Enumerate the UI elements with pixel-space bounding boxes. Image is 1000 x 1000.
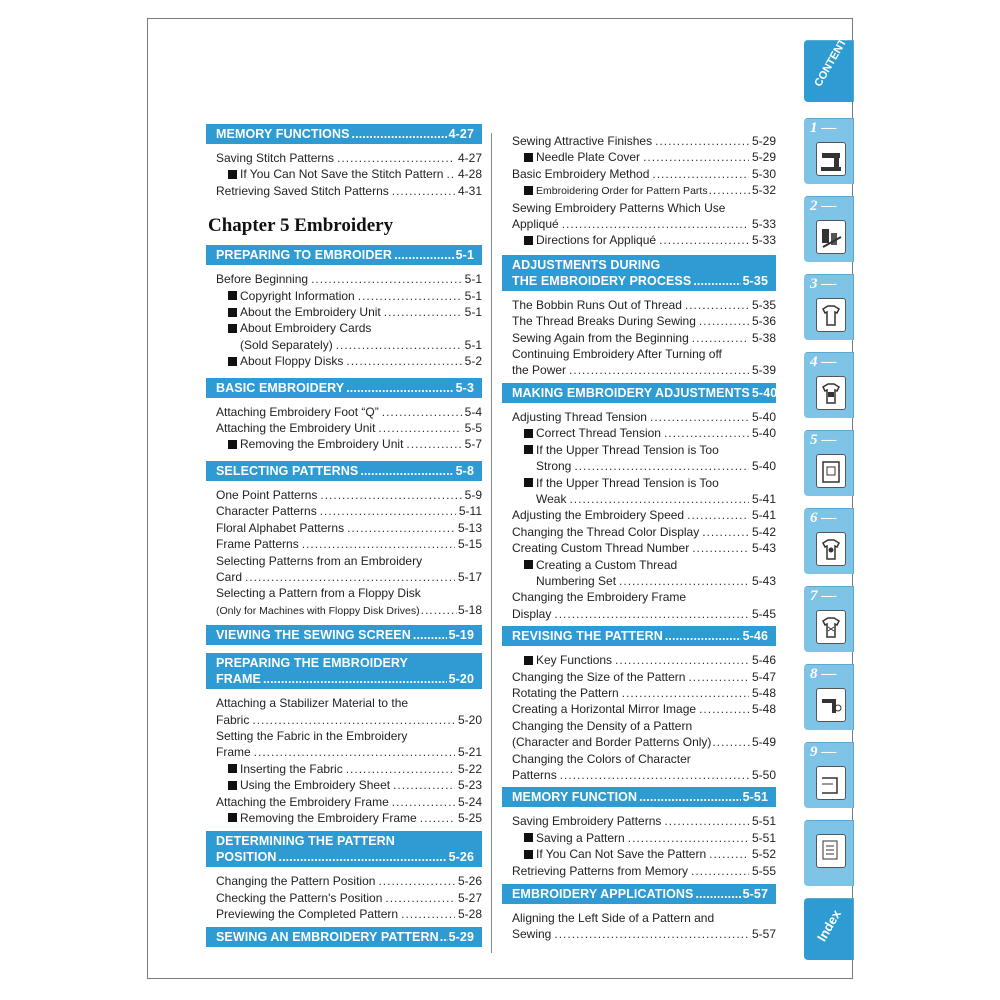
toc-entry[interactable]: Using the Embroidery Sheet ..... 5-23 xyxy=(206,777,482,793)
toc-entry[interactable]: Continuing Embroidery After Turning off xyxy=(512,347,722,362)
square-bullet-icon xyxy=(524,850,533,859)
thread-spools-icon xyxy=(816,220,846,254)
section-header-making-adjustments[interactable]: MAKING EMBROIDERY ADJUSTMENTS 5-40 xyxy=(502,383,776,403)
machine-parts-icon xyxy=(816,688,846,722)
toc-entry-continued[interactable]: the Power ..... 5-39 xyxy=(502,362,776,378)
tab-number: 2 — xyxy=(810,198,836,215)
shirt-icon xyxy=(816,298,846,332)
embroidered-shirt-icon xyxy=(816,532,846,566)
section-header-adjustments-during[interactable]: ADJUSTMENTS DURING THE EMBROIDERY PROCESS ..... 5-35 xyxy=(502,255,776,291)
toc-entry-continued[interactable]: Display ..... 5-45 xyxy=(502,606,776,622)
toc-entry[interactable]: Aligning the Left Side of a Pattern and xyxy=(512,911,715,926)
tab-chapter-5[interactable] xyxy=(804,430,854,496)
tab-chapter-2[interactable] xyxy=(804,196,854,262)
toc-entry[interactable]: Creating a Custom Thread xyxy=(502,557,776,573)
card-icon xyxy=(816,454,846,488)
toc-entry[interactable]: One Point Patterns ..... 5-9 xyxy=(206,487,482,503)
tab-number: 9 — xyxy=(810,744,836,761)
square-bullet-icon xyxy=(228,170,237,179)
chapter-title: Chapter 5 Embroidery xyxy=(208,215,394,237)
square-bullet-icon xyxy=(228,813,237,822)
tab-index[interactable] xyxy=(804,898,854,960)
toc-entry[interactable]: Inserting the Fabric ..... 5-22 xyxy=(206,761,482,777)
toc-entry[interactable]: If You Can Not Save the Stitch Pattern ..... 4-28 xyxy=(206,166,482,182)
section-header-selecting[interactable]: SELECTING PATTERNS ..... 5-8 xyxy=(206,461,482,481)
toc-entry[interactable]: Attaching Embroidery Foot “Q” ..... 5-4 xyxy=(206,404,482,420)
section-header-memory-function[interactable]: MEMORY FUNCTION ..... 5-51 xyxy=(502,787,776,807)
square-bullet-icon xyxy=(524,429,533,438)
toc-entry[interactable]: Removing the Embroidery Unit ..... 5-7 xyxy=(206,436,482,452)
decorated-shirt-icon xyxy=(816,610,846,644)
toc-entry[interactable]: Basic Embroidery Method ..... 5-30 xyxy=(502,166,776,182)
toc-right-column xyxy=(502,133,776,943)
square-bullet-icon xyxy=(228,781,237,790)
tab-chapter-4[interactable] xyxy=(804,352,854,418)
square-bullet-icon xyxy=(228,440,237,449)
square-bullet-icon xyxy=(524,833,533,842)
toc-entry[interactable]: Selecting Patterns from an Embroidery xyxy=(216,553,423,568)
document-icon xyxy=(816,834,846,868)
toc-entry[interactable]: Saving Stitch Patterns ..... 4-27 xyxy=(206,150,482,166)
square-bullet-icon xyxy=(228,357,237,366)
tab-number: 5 — xyxy=(810,432,836,449)
toc-entry[interactable]: Adjusting Thread Tension ..... 5-40 xyxy=(502,409,776,425)
tab-chapter-3[interactable] xyxy=(804,274,854,340)
tab-number: 4 — xyxy=(810,354,836,371)
toc-entry-continued[interactable]: (Character and Border Patterns Only) ..... 5-49 xyxy=(502,734,776,750)
toc-entry[interactable]: If the Upper Thread Tension is Too xyxy=(502,442,776,458)
toc-entry[interactable]: Changing the Thread Color Display ..... 5-42 xyxy=(502,524,776,540)
toc-entry[interactable]: Creating Custom Thread Number ..... 5-43 xyxy=(502,540,776,556)
tab-number: 6 — xyxy=(810,510,836,527)
tab-appendix[interactable] xyxy=(804,820,854,886)
toc-entry[interactable]: Attaching the Embroidery Unit ..... 5-5 xyxy=(206,420,482,436)
tab-chapter-1[interactable] xyxy=(804,118,854,184)
machine-outline-icon xyxy=(816,766,846,800)
toc-entry[interactable]: Character Patterns ..... 5-11 xyxy=(206,503,482,519)
toc-entry[interactable]: Key Functions ..... 5-46 xyxy=(502,652,776,668)
toc-entry[interactable]: The Thread Breaks During Sewing ..... 5-36 xyxy=(502,313,776,329)
tab-index-label: Index xyxy=(814,907,844,944)
toc-entry[interactable]: Previewing the Completed Pattern ..... 5-28 xyxy=(206,906,482,922)
toc-entry[interactable]: Attaching a Stabilizer Material to the xyxy=(216,696,409,711)
toc-entry[interactable]: Directions for Appliqué ..... 5-33 xyxy=(502,232,776,248)
toc-entry[interactable]: The Bobbin Runs Out of Thread ..... 5-35 xyxy=(502,297,776,313)
toc-entry-continued[interactable]: Card ..... 5-17 xyxy=(206,569,482,585)
section-header-applications[interactable]: EMBROIDERY APPLICATIONS ..... 5-57 xyxy=(502,884,776,904)
toc-entry[interactable]: Adjusting the Embroidery Speed ..... 5-41 xyxy=(502,507,776,523)
toc-entry[interactable]: Checking the Pattern's Position ..... 5-27 xyxy=(206,890,482,906)
tab-contents[interactable] xyxy=(804,30,854,102)
toc-entry-continued[interactable]: (Sold Separately) ..... 5-1 xyxy=(206,337,482,353)
toc-entry[interactable]: Saving a Pattern ..... 5-51 xyxy=(502,830,776,846)
square-bullet-icon xyxy=(524,153,533,162)
square-bullet-icon xyxy=(228,291,237,300)
toc-entry[interactable]: Retrieving Saved Stitch Patterns ..... 4-31 xyxy=(206,183,482,199)
toc-entry[interactable]: About Embroidery Cards xyxy=(206,320,482,336)
tab-contents-label: CONTENTS xyxy=(812,30,853,89)
toc-entry[interactable]: Selecting a Pattern from a Floppy Disk xyxy=(216,586,421,601)
square-bullet-icon xyxy=(228,308,237,317)
toc-entry[interactable]: Retrieving Patterns from Memory ..... 5-55 xyxy=(502,863,776,879)
section-header-position[interactable]: DETERMINING THE PATTERN POSITION ..... 5-26 xyxy=(206,831,482,867)
toc-entry[interactable]: Rotating the Pattern ..... 5-48 xyxy=(502,685,776,701)
section-header-sewing[interactable]: SEWING AN EMBROIDERY PATTERN ..... 5-29 xyxy=(206,927,482,947)
toc-entry[interactable]: Sewing Attractive Finishes ..... 5-29 xyxy=(502,133,776,149)
toc-entry-continued[interactable]: Weak ..... 5-41 xyxy=(502,491,776,507)
sewing-machine-icon xyxy=(816,142,846,176)
toc-entry[interactable]: Frame Patterns ..... 5-15 xyxy=(206,536,482,552)
toc-entry-continued[interactable]: (Only for Machines with Floppy Disk Drives) ..... 5-18 xyxy=(206,602,482,619)
toc-entry-continued[interactable]: Strong ..... 5-40 xyxy=(502,458,776,474)
toc-entry-continued[interactable]: Fabric ..... 5-20 xyxy=(206,712,482,728)
toc-entry[interactable]: Changing the Pattern Position ..... 5-26 xyxy=(206,873,482,889)
section-header-revising[interactable]: REVISING THE PATTERN ..... 5-46 xyxy=(502,626,776,646)
toc-entry[interactable]: Sewing Embroidery Patterns Which Use xyxy=(512,200,726,215)
tab-number: 7 — xyxy=(810,588,836,605)
tab-number: 8 — xyxy=(810,666,836,683)
section-header-basic[interactable]: BASIC EMBROIDERY ..... 5-3 xyxy=(206,378,482,398)
toc-entry[interactable]: Sewing Again from the Beginning ..... 5-38 xyxy=(502,330,776,346)
shirt-print-icon xyxy=(816,376,846,410)
toc-entry-continued[interactable]: Numbering Set ..... 5-43 xyxy=(502,573,776,589)
square-bullet-icon xyxy=(524,236,533,245)
toc-entry[interactable]: If the Upper Thread Tension is Too xyxy=(502,475,776,491)
toc-entry[interactable]: Creating a Horizontal Mirror Image ..... 5-48 xyxy=(502,701,776,717)
toc-entry[interactable]: Changing the Colors of Character xyxy=(512,751,691,766)
toc-entry[interactable]: Attaching the Embroidery Frame ..... 5-24 xyxy=(206,794,482,810)
section-header-memory-functions[interactable]: MEMORY FUNCTIONS ..... 4-27 xyxy=(206,124,482,144)
toc-entry[interactable]: Copyright Information ..... 5-1 xyxy=(206,288,482,304)
column-divider xyxy=(491,133,492,953)
square-bullet-icon xyxy=(228,324,237,333)
toc-entry[interactable]: Setting the Fabric in the Embroidery xyxy=(216,728,408,743)
tab-chapter-7[interactable] xyxy=(804,586,854,652)
square-bullet-icon xyxy=(524,445,533,454)
section-header-preparing[interactable]: PREPARING TO EMBROIDER ..... 5-1 xyxy=(206,245,482,265)
tab-number: 1 — xyxy=(810,120,836,137)
square-bullet-icon xyxy=(524,478,533,487)
toc-entry[interactable]: If You Can Not Save the Pattern ..... 5-52 xyxy=(502,846,776,862)
toc-entry[interactable]: About the Embroidery Unit ..... 5-1 xyxy=(206,304,482,320)
toc-entry[interactable]: Changing the Density of a Pattern xyxy=(512,718,693,733)
toc-entry[interactable]: Changing the Size of the Pattern ..... 5-47 xyxy=(502,669,776,685)
toc-entry-continued[interactable]: Frame ..... 5-21 xyxy=(206,744,482,760)
toc-entry-continued[interactable]: Sewing ..... 5-57 xyxy=(502,926,776,942)
square-bullet-icon xyxy=(524,560,533,569)
toc-entry[interactable]: Floral Alphabet Patterns ..... 5-13 xyxy=(206,520,482,536)
toc-entry[interactable]: Removing the Embroidery Frame ..... 5-25 xyxy=(206,810,482,826)
tab-number: 3 — xyxy=(810,276,836,293)
section-header-frame[interactable]: PREPARING THE EMBROIDERY FRAME ..... 5-20 xyxy=(206,653,482,689)
toc-entry[interactable]: Embroidering Order for Pattern Parts ..... 5-32 xyxy=(502,182,776,199)
square-bullet-icon xyxy=(524,186,533,195)
tab-chapter-6[interactable] xyxy=(804,508,854,574)
square-bullet-icon xyxy=(228,764,237,773)
toc-entry[interactable]: Needle Plate Cover ..... 5-29 xyxy=(502,149,776,165)
toc-entry[interactable]: Saving Embroidery Patterns ..... 5-51 xyxy=(502,813,776,829)
tab-chapter-8[interactable] xyxy=(804,664,854,730)
toc-entry[interactable]: About Floppy Disks ..... 5-2 xyxy=(206,353,482,369)
toc-entry-continued[interactable]: Patterns ..... 5-50 xyxy=(502,767,776,783)
toc-left-column xyxy=(206,124,482,953)
tab-chapter-9[interactable] xyxy=(804,742,854,808)
toc-entry[interactable]: Before Beginning ..... 5-1 xyxy=(206,271,482,287)
toc-entry-continued[interactable]: Appliqué ..... 5-33 xyxy=(502,216,776,232)
section-header-viewing[interactable]: VIEWING THE SEWING SCREEN ..... 5-19 xyxy=(206,625,482,645)
toc-entry[interactable]: Correct Thread Tension ..... 5-40 xyxy=(502,425,776,441)
toc-entry[interactable]: Changing the Embroidery Frame xyxy=(512,590,687,605)
square-bullet-icon xyxy=(524,656,533,665)
